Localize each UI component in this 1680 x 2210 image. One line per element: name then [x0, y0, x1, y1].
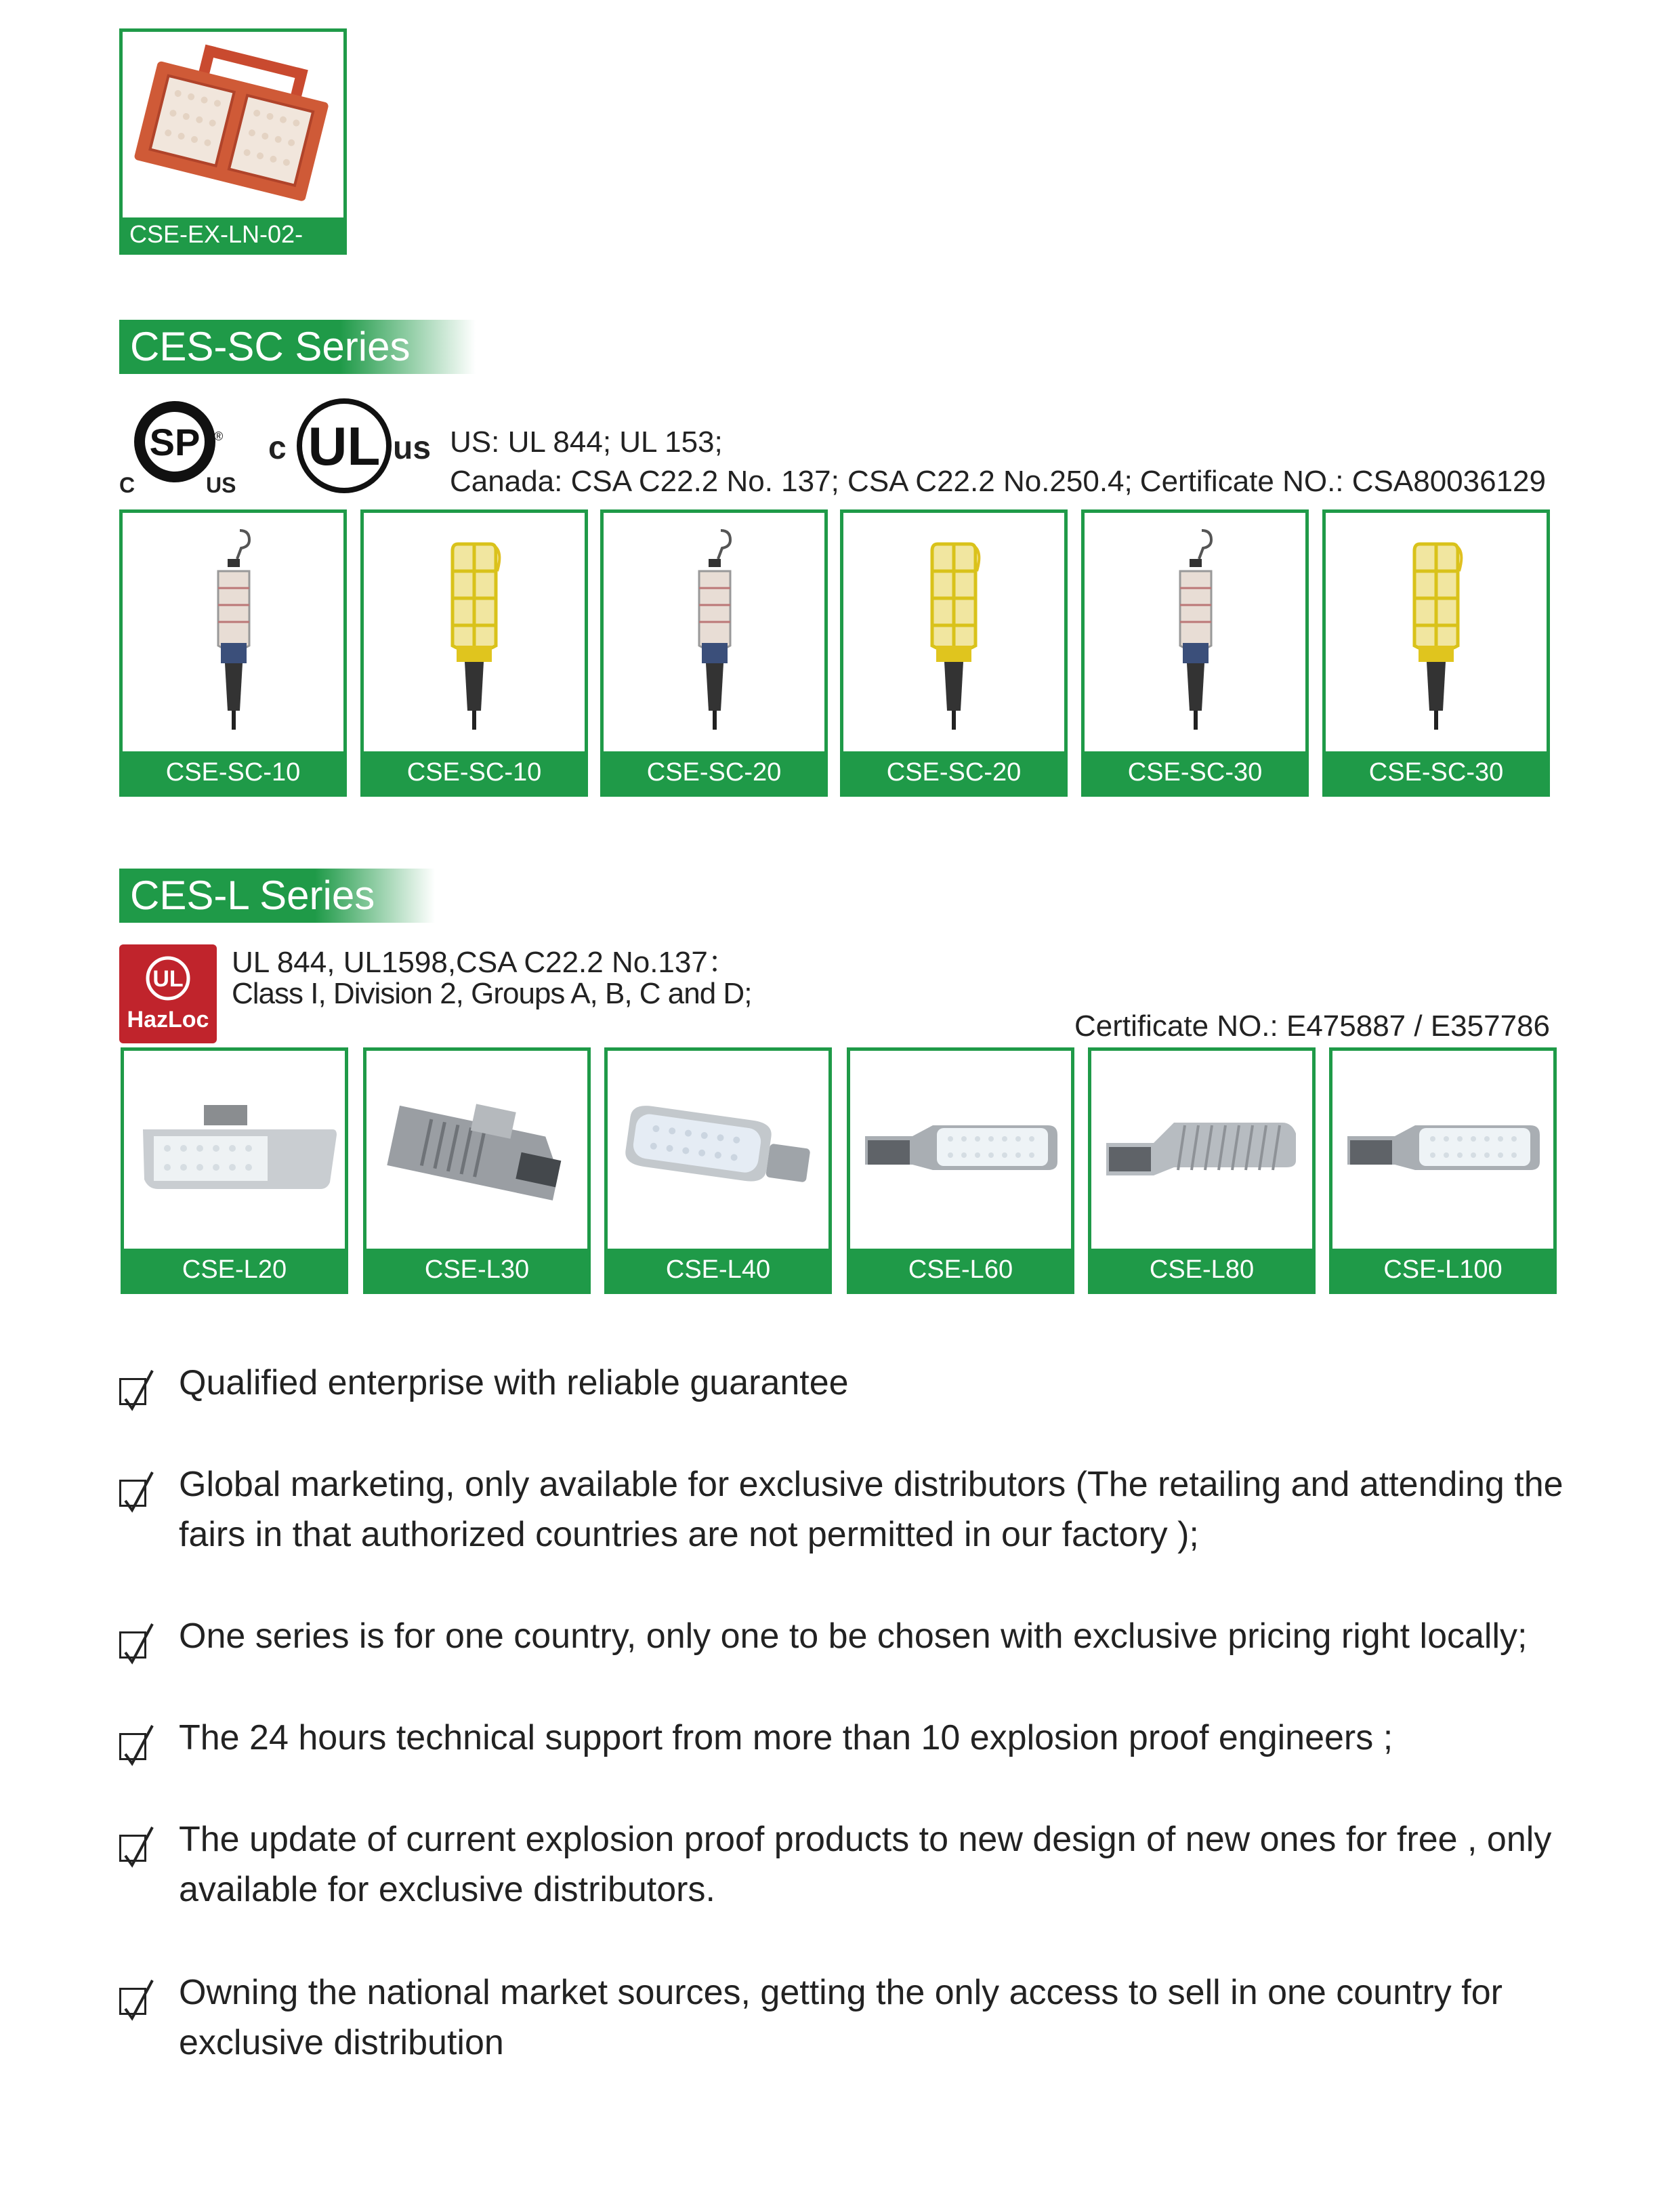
product-label: CSE-L100 [1332, 1249, 1553, 1291]
product-label: CSE-L80 [1091, 1249, 1312, 1291]
checkbox-icon [119, 1835, 146, 1862]
floodlight-image [123, 32, 343, 217]
l-product-card[interactable] [604, 1047, 832, 1294]
checkbox-icon [119, 1988, 146, 2015]
hand-lamp-image [123, 513, 343, 751]
hazloc-text: HazLoc [127, 1007, 209, 1033]
l-product-card[interactable] [363, 1047, 591, 1294]
checkbox-icon [119, 1733, 146, 1760]
sc-product-card[interactable] [360, 509, 588, 797]
sc-cert-line1: US: UL 844; UL 153; [450, 425, 723, 459]
sc-product-card[interactable] [1081, 509, 1309, 797]
sc-product-card[interactable] [840, 509, 1068, 797]
product-label: CSE-L40 [608, 1249, 828, 1291]
checkbox-icon [119, 1378, 146, 1405]
product-label: CSE-SC-10 [123, 751, 343, 793]
csa-logo-c: C [119, 473, 135, 497]
csa-logo [119, 393, 236, 501]
sc-cert-line2: Canada: CSA C22.2 No. 137; CSA C22.2 No.250.4; [450, 465, 1133, 498]
hazloc-logo [119, 944, 217, 1043]
street-light-image [608, 1051, 828, 1249]
svg-text:SP: SP [149, 421, 201, 463]
product-label: CSE-SC-10 [364, 751, 585, 793]
sc-product-card[interactable] [1322, 509, 1550, 797]
product-label: CSE-SC-20 [604, 751, 824, 793]
checkbox-icon [119, 1480, 146, 1507]
sc-product-card[interactable] [600, 509, 828, 797]
ul-logo-c: c [268, 430, 287, 466]
benefit-text: The update of current explosion proof products to new design of new ones for free , only available for exclusive distributors. [179, 1820, 1552, 1909]
l-cert-line2: Class I, Division 2, Groups A, B, C and D; [232, 977, 752, 1010]
sc-series-title: CES-SC Series [119, 320, 476, 374]
l-product-card[interactable] [121, 1047, 348, 1294]
street-light-image [124, 1051, 345, 1249]
l-product-card[interactable] [1088, 1047, 1316, 1294]
street-light-image [1332, 1051, 1553, 1249]
benefit-text: Qualified enterprise with reliable guarantee [179, 1363, 849, 1402]
benefit-text: The 24 hours technical support from more than 10 explosion proof engineers ; [179, 1718, 1393, 1757]
street-light-image [1091, 1051, 1312, 1249]
csa-logo-us: US [206, 473, 236, 497]
sc-product-card[interactable] [119, 509, 347, 797]
hand-lamp-image [843, 513, 1064, 751]
hand-lamp-image [1085, 513, 1305, 751]
hand-lamp-image [1326, 513, 1547, 751]
svg-text:®: ® [214, 430, 224, 443]
product-label: CSE-L20 [124, 1249, 345, 1291]
street-light-image [850, 1051, 1071, 1249]
product-label: CSE-EX-LN-02-150 [123, 217, 343, 251]
product-label: CSE-SC-30 [1085, 751, 1305, 793]
l-cert-line1: UL 844, UL1598,CSA C22.2 No.137： [232, 946, 738, 979]
sc-certificate-no: Certificate NO.: CSA80036129 [1139, 465, 1546, 498]
product-label: CSE-SC-20 [843, 751, 1064, 793]
hand-lamp-image [364, 513, 585, 751]
l-product-card[interactable] [847, 1047, 1074, 1294]
l-product-card[interactable] [1329, 1047, 1557, 1294]
benefit-text: Owning the national market sources, getting the only access to sell in one country for exclusive distribution [179, 1973, 1503, 2062]
benefit-text: One series is for one country, only one to be chosen with exclusive pricing right locally; [179, 1617, 1528, 1656]
street-light-image [366, 1051, 587, 1249]
benefit-text: Global marketing, only available for exclusive distributors (The retailing and attending the fairs in that authorized countries are not permitted in our factory ); [179, 1465, 1563, 1554]
product-label: CSE-L30 [366, 1249, 587, 1291]
product-label: CSE-L60 [850, 1249, 1071, 1291]
l-series-title: CES-L Series [119, 869, 435, 923]
checkbox-icon [119, 1631, 146, 1659]
product-card-top[interactable] [119, 28, 347, 282]
ul-logo [268, 397, 431, 496]
svg-text:UL: UL [308, 416, 381, 476]
svg-text:UL: UL [152, 966, 184, 992]
l-certificate-no: Certificate NO.: E475887 / E357786 [1074, 1009, 1550, 1043]
product-label: CSE-SC-30 [1326, 751, 1547, 793]
ul-logo-us: us [393, 430, 432, 466]
hand-lamp-image [604, 513, 824, 751]
